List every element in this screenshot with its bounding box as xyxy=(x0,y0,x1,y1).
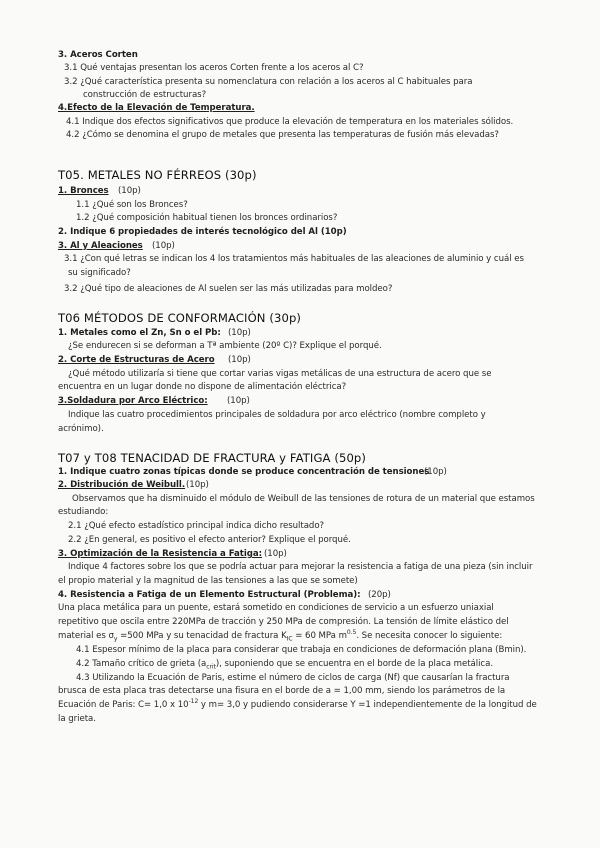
t05-question-1-1: 1.1 ¿Qué son los Bronces? xyxy=(76,200,188,210)
t07-question-1-title: 1. Indique cuatro zonas típicas donde se produce concentración de tensiones xyxy=(58,467,430,477)
t06-question-1-text: ¿Se endurecen si se deforman a Tª ambiente (20º C)? Explique el porqué. xyxy=(68,341,382,351)
t05-question-3-title: 3. Al y Aleaciones xyxy=(58,241,143,251)
t07-question-2-1: 2.1 ¿Qué efecto estadístico principal indica dicho resultado? xyxy=(68,521,325,531)
t05-question-3-points: (10p) xyxy=(152,241,175,251)
t07-question-4-3-line-1: 4.3 Utilizando la Ecuación de Paris, estime el número de ciclos de carga (Nf) que causarían la fractura xyxy=(76,673,510,683)
t07-question-1-points: (10p) xyxy=(424,467,447,477)
t06-question-2-line-2: encuentra en un lugar donde no dispone de alimentación eléctrica? xyxy=(58,382,347,392)
t07-question-3-line-2: el propio material y la magnitud de las tensiones a las que se somete) xyxy=(58,576,358,586)
t06-heading: T06 MÉTODOS DE CONFORMACIÓN (30p) xyxy=(58,311,302,325)
t05-question-1-points: (10p) xyxy=(118,186,141,196)
question-3-1: 3.1 Qué ventajas presentan los aceros Corten frente a los aceros al C? xyxy=(64,63,364,73)
t06-question-3-points: (10p) xyxy=(227,396,250,406)
t07-question-4-line-1: Una placa metálica para un puente, estará sometido en condiciones de servicio a un esfuerzo uniaxial xyxy=(58,603,494,613)
t07-question-2-points: (10p) xyxy=(186,480,209,490)
t06-question-3-line-1: Indique las cuatro procedimientos principales de soldadura por arco eléctrico (nombre completo y xyxy=(68,410,486,420)
question-4-2: 4.2 ¿Cómo se denomina el grupo de metales que presenta las temperaturas de fusión más elevadas? xyxy=(66,130,499,140)
t07-question-4-title: 4. Resistencia a Fatiga de un Elemento Estructural (Problema): xyxy=(58,590,361,600)
t05-question-1-2: 1.2 ¿Qué composición habitual tienen los bronces ordinarios? xyxy=(76,213,338,223)
t05-question-1-title: 1. Bronces xyxy=(58,186,109,196)
t05-question-2: 2. Indique 6 propiedades de interés tecnológico del Al (10p) xyxy=(58,227,347,237)
t07-question-3-title: 3. Optimización de la Resistencia a Fatiga: xyxy=(58,549,262,559)
t07-question-4-line-2: repetitivo que oscila entre 220MPa de tracción y 250 MPa de compresión. La tensión de límite elástico del xyxy=(58,617,509,627)
t06-question-2-title: 2. Corte de Estructuras de Acero xyxy=(58,355,215,365)
t05-question-3-2: 3.2 ¿Qué tipo de aleaciones de Al suelen ser las más utilizadas para moldeo? xyxy=(64,284,393,294)
t07-question-2-line-2: estudiando: xyxy=(58,507,109,517)
t06-question-2-points: (10p) xyxy=(228,355,251,365)
t06-question-3-title: 3.Soldadura por Arco Eléctrico: xyxy=(58,396,208,406)
question-4-1: 4.1 Indique dos efectos significativos que produce la elevación de temperatura en los materiales sólidos. xyxy=(66,117,514,127)
t07-question-3-points: (10p) xyxy=(264,549,287,559)
t05-question-3-1-line-1: 3.1 ¿Con qué letras se indican los 4 los tratamientos más habituales de las aleaciones de aluminio y cuál es xyxy=(64,254,524,264)
question-3-title: 3. Aceros Corten xyxy=(58,50,138,60)
t07-question-3-line-1: Indique 4 factores sobre los que se podría actuar para mejorar la resistencia a fatiga de una pieza (sin incluir xyxy=(68,562,533,572)
question-4-title: 4.Efecto de la Elevación de Temperatura. xyxy=(58,103,255,113)
t07-question-2-2: 2.2 ¿En general, es positivo el efecto anterior? Explique el porqué. xyxy=(68,535,351,545)
t07-question-4-1: 4.1 Espesor mínimo de la placa para considerar que trabaja en condiciones de deformación plana (Bmin). xyxy=(76,645,527,655)
t07-question-4-2: 4.2 Tamaño crítico de grieta $(a_{crit})$, suponiendo que se encuentra en el borde de la placa metálica. xyxy=(76,659,494,671)
t07-question-2-title: 2. Distribución de Weibull. xyxy=(58,480,186,490)
question-3-2-line-1: 3.2 ¿Qué característica presenta su nomenclatura con relación a los aceros al C habituales para xyxy=(64,77,473,87)
question-3-2-line-2: construcción de estructuras? xyxy=(83,90,207,100)
t06-question-3-line-2: acrónimo). xyxy=(58,424,104,434)
t07-question-4-3-line-2: brusca de esta placa tras detectarse una fisura en el borde de a = 1,00 mm, siendo los parámetros de la xyxy=(58,686,506,696)
t07-question-4-3-line-3: Ecuación de Paris: C= 1,0 x $10^{-12}$ y m= 3,0 y pudiendo considerarse Y =1 independientemente de la longitud de xyxy=(58,698,537,710)
t06-question-1-title: 1. Metales como el Zn, Sn o el Pb: xyxy=(58,328,221,338)
t07-question-4-points: (20p) xyxy=(368,590,391,600)
t05-question-3-1-line-2: su significado? xyxy=(68,268,131,278)
t07-question-4-line-3: material es $\sigma_y =500$ MPa y su tenacidad de fractura $K_{IC} = 60$ MPa $m^{0.5}$. Se necesita conocer lo siguiente: xyxy=(58,629,503,643)
t07-question-4-3-line-4: la grieta. xyxy=(58,714,96,724)
t06-question-1-points: (10p) xyxy=(228,328,251,338)
t07-heading: T07 y T08 TENACIDAD DE FRACTURA y FATIGA (50p) xyxy=(58,451,366,465)
t06-question-2-line-1: ¿Qué método utilizaría si tiene que cortar varias vigas metálicas de una estructura de acero que se xyxy=(68,369,492,379)
t07-question-2-line-1: Observamos que ha disminuido el módulo de Weibull de las tensiones de rotura de un material que estamos xyxy=(72,494,535,504)
t05-heading: T05. METALES NO FÉRREOS (30p) xyxy=(58,168,257,182)
